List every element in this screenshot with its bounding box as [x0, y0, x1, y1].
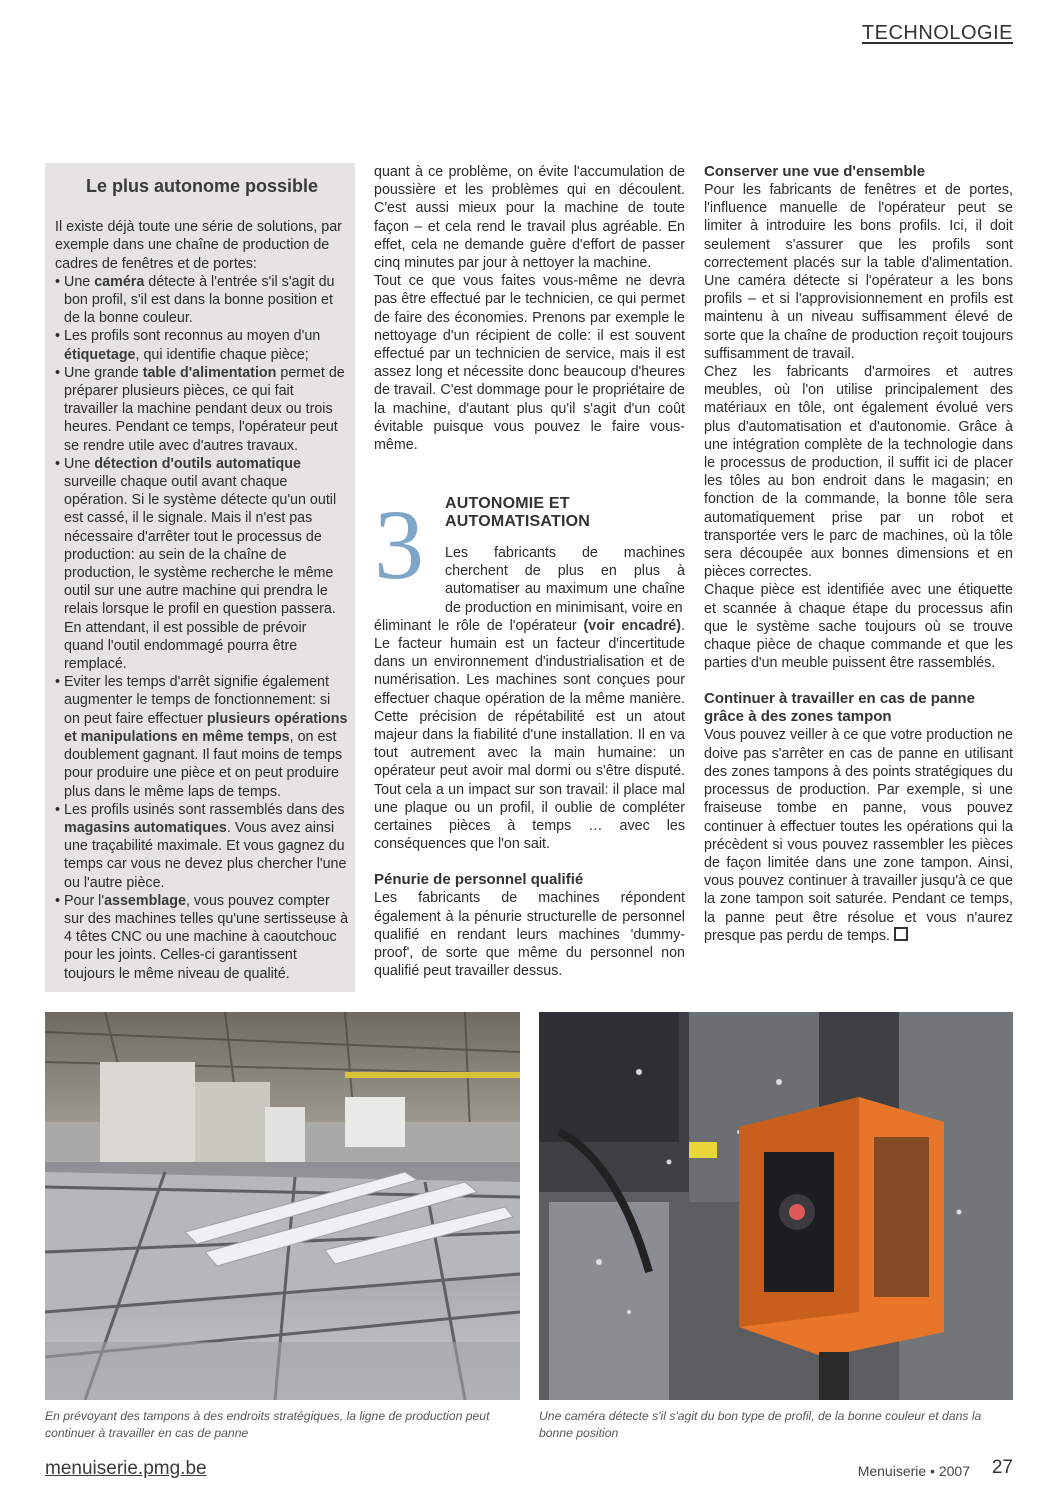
column-3: [704, 163, 1013, 945]
photo-production-line: [45, 1012, 520, 1400]
paragraph: Pour les fabricants de fenêtres et de portes, l'influence manuelle de l'opérateur peut se limiter à introduire les bons profils. Ici, il doit seulement s'assurer que les profils sont correctement placés sur la table d'alimentation. Une caméra détecte si l'opérateur a les bons profils – et si l'approvisionnement en profils est maintenu à un niveau suffisamment élevé de sorte que la chaîne de production reçoit toujours suffisamment de travail.: [704, 182, 1013, 362]
sidebar-title: Le plus autonome possible: [85, 176, 319, 196]
paragraph: Vous pouvez veiller à ce que votre production ne doive pas s'arrêter en cas de panne en utilisant des zones tampons à des points stratégiques du processus de production. Par exemple, si une fraiseuse tombe en panne, vous pouvez continuer à effectuer toutes les opérations qui la précèdent si vous pouvez rassembler les pièces de façon limitée dans une zone tampon. Ainsi, vous pouvez continuer à travailler jusqu'à ce que la zone tampon soit saturée. Pendant ce temps, la panne peut être résolue et vous n'aurez presque pas perdu de temps.: [704, 727, 1013, 944]
end-mark-icon: [894, 927, 908, 941]
autonomie-section: [374, 489, 685, 980]
list-item: • Une caméra détecte à l'entrée s'il s'agit du bon profil, s'il est dans la bonne position et de la bonne couleur.: [55, 273, 335, 327]
paragraph: quant à ce problème, on évite l'accumulation de poussière et les problèmes qui en découlent. C'est aussi mieux pour la machine de toute façon – et cela rend le travail plus agréable. En effet, cela ne demande guère d'effort de passer cinq minutes par jour à nettoyer la machine.: [374, 164, 685, 272]
paragraph: Les fabricants de machines cherchent de plus en plus à automatiser au maximum une chaîne de production en minimisant, voire en: [445, 545, 685, 616]
paragraph: Tout ce que vous faites vous-même ne devra pas être effectué par le technicien, ce qui permet de faire des économies. Prenons par exemple le nettoyage d'un récipient de colle: il est souvent effectué par un technicien de service, mais il est assez long et nécessite donc beaucoup d'heures de travail. C'est dommage pour le propriétaire de la machine, d'autant plus qu'il s'agit d'un coût évitable puisque vous pouvez le faire vous-même.: [374, 273, 685, 454]
subheading: Continuer à travailler en cas de panne grâce à des zones tampon: [704, 690, 975, 726]
list-item: • Une détection d'outils automatique surveille chaque outil avant chaque opération. Si le système détecte qu'un outil est cassé, il le signale. Mais il n'est pas nécessaire d'arrêter tout le processus de production: au sein de la chaîne de production, le système recherche le même outil sur une autre machine qui prendra le relais lorsque le profil en question passera. En attendant, il est possible de prévoir quand l'outil endommagé pourra être remplacé.: [55, 455, 337, 673]
footer-magazine: Menuiserie • 2007: [857, 1463, 970, 1479]
list-item: • Les profils usinés sont rassemblés dans des magasins automatiques. Vous avez ainsi une traçabilité maximale. Et vous gagnez du temps car vous ne devez plus chercher l'une ou l'autre pièce.: [55, 801, 347, 891]
paragraph: Chaque pièce est identifiée avec une étiquette et scannée à chaque étape du processus afin que le système sache toujours où se trouve chaque pièce de chaque commande et que les parties d'un meuble puissent être rassemblés.: [704, 582, 1013, 672]
photo-camera: [539, 1012, 1013, 1400]
paragraph: Chez les fabricants d'armoires et autres meubles, où l'on utilise principalement des matériaux en tôle, ont également évolué vers plus d'automatisation et d'autonomie. Grâce à une intégration complète de la technologie dans le processus de production, il suffit ici de placer les tôles au bon endroit dans le magasin; en fonction de la commande, la bonne tôle sera automatiquement prise par un robot et transportée vers le parc de machines, où la tôle sera découpée aux bonnes dimensions et en pièces correctes.: [704, 364, 1013, 581]
subheading: Pénurie de personnel qualifié: [374, 871, 584, 889]
paragraph: Les fabricants de machines répondent également à la pénurie structurelle de personnel qualifié en rendant leurs machines 'dummy-proof', de sorte que même du personnel non qualifié peut travailler dessus.: [374, 890, 685, 980]
list-item: • Pour l'assemblage, vous pouvez compter sur des machines telles qu'une sertisseuse à 4 têtes CNC ou une machine à caoutchouc pour les joints. Celles-ci garantissent toujours le même niveau de qualité.: [55, 892, 349, 982]
footer-url[interactable]: menuiserie.pmg.be: [45, 1458, 207, 1479]
list-item: • Une grande table d'alimentation permet de préparer plusieurs pièces, ce qui fait travailler la machine pendant deux ou trois heures. Pendant ce temps, l'opérateur peut se rendre utile avec d'autres travaux.: [55, 364, 345, 454]
caption-right: Une caméra détecte s'il s'agit du bon type de profil, de la bonne couleur et dans la bonne position: [539, 1409, 982, 1440]
sidebar-intro: Il existe déjà toute une série de solutions, par exemple dans une chaîne de production de cadres de fenêtres et de portes:: [55, 219, 342, 272]
paragraph: éliminant le rôle de l'opérateur (voir encadré). Le facteur humain est un facteur d'incertitude dans un environnement d'industrialisation et de numérisation. Les machines sont conçues pour effectuer chaque opération de la même manière. Cette précision de répétabilité est un atout majeur dans la fiabilité d'une installation. Il en va tout autrement avec la main humaine: un opérateur peut avoir mal dormi ou s'être disputé. Tout cela a un impact sur son travail: il place mal une plaque ou un profil, il oublie de compléter certaines pièces à temps … avec les conséquences que l'on sait.: [374, 617, 685, 853]
column-2-top: [374, 163, 685, 454]
page-number: 27: [991, 1457, 1013, 1478]
list-item: • Eviter les temps d'arrêt signifie également augmenter le temps de fonctionnement: si on peut faire effectuer plusieurs opérations et manipulations en même temps, on est doublement gagnant. Il faut moins de temps pour produire une pièce et on peut produire plus dans le même laps de temps.: [55, 674, 348, 800]
section-number: 3: [374, 489, 424, 600]
sidebar-list: [55, 273, 349, 983]
sidebar-box: [45, 163, 355, 992]
section-label: TECHNOLOGIE: [861, 22, 1013, 44]
caption-left: En prévoyant des tampons à des endroits stratégiques, la ligne de production peut continuer à travailler en cas de panne: [45, 1409, 490, 1440]
list-item: • Les profils sont reconnus au moyen d'un étiquetage, qui identifie chaque pièce;: [55, 328, 321, 363]
section-title: AUTONOMIE ET AUTOMATISATION: [445, 495, 591, 530]
subheading: Conserver une vue d'ensemble: [704, 163, 926, 180]
